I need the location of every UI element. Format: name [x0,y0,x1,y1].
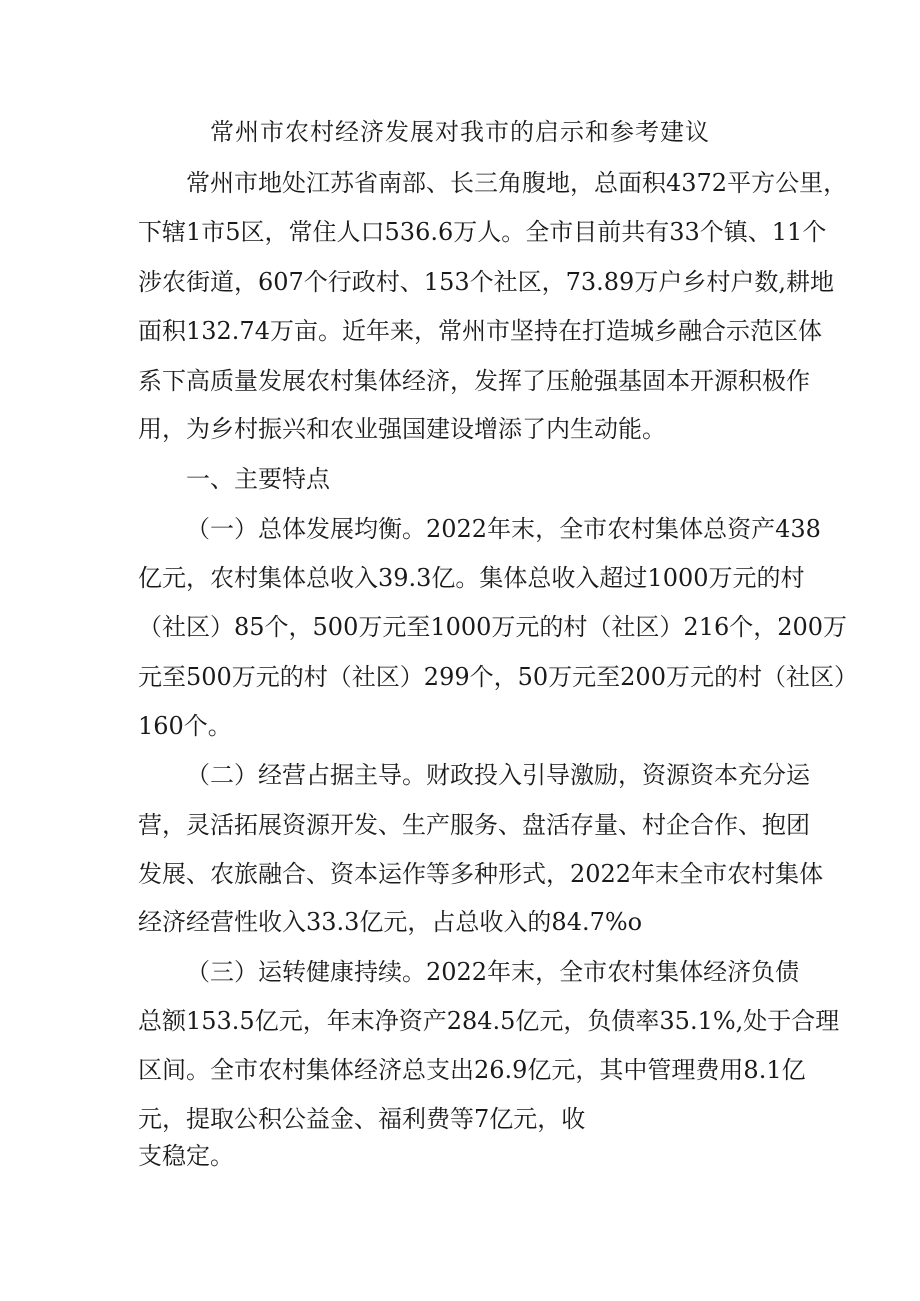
paragraph-line: 涉农街道，607个行政村、153个社区，73.89万户乡村户数,耕地 [138,268,834,296]
paragraph-line: 元至500万元的村（社区）299个，50万元至200万元的村（社区） [138,663,858,691]
paragraph-line: 常州市地处江苏省南部、长三角腹地，总面积4372平方公里， [186,169,848,197]
paragraph-line: （二）经营占据主导。财政投入引导激励，资源资本充分运 [186,761,810,789]
paragraph-line: 下辖1市5区，常住人口536.6万人。全市目前共有33个镇、11个 [138,218,827,246]
paragraph-line: 支稳定。 [138,1142,234,1170]
paragraph-line: 面积132.74万亩。近年来，常州市坚持在打造城乡融合示范区体 [138,317,822,345]
paragraph-line: 总额153.5亿元，年末净资产284.5亿元，负债率35.1%,处于合理 [138,1007,840,1035]
document-title: 常州市农村经济发展对我市的启示和参考建议 [210,118,710,146]
paragraph-line: （三）运转健康持续。2022年末，全市农村集体经济负债 [186,958,800,986]
paragraph-line: 系下高质量发展农村集体经济，发挥了压舱强基固本开源积极作 [138,367,810,395]
paragraph-line: 发展、农旅融合、资本运作等多种形式，2022年末全市农村集体 [138,860,824,888]
paragraph-line: 160个。 [138,712,232,740]
paragraph-line: 经济经营性收入33.3亿元，占总收入的84.7%o [138,908,643,936]
paragraph-line: 元，提取公积公益金、福利费等7亿元，收 [138,1105,586,1133]
paragraph-line: 区间。全市农村集体经济总支出26.9亿元，其中管理费用8.1亿 [138,1056,806,1084]
section-heading: 一、主要特点 [186,465,330,493]
paragraph-line: （一）总体发展均衡。2022年末，全市农村集体总资产438 [186,515,821,543]
paragraph-line: 用，为乡村振兴和农业强国建设增添了内生动能。 [138,415,666,443]
paragraph-line: （社区）85个，500万元至1000万元的村（社区）216个，200万 [138,613,848,641]
paragraph-line: 亿元，农村集体总收入39.3亿。集体总收入超过1000万元的村 [138,564,805,592]
paragraph-line: 营，灵活拓展资源开发、生产服务、盘活存量、村企合作、抱团 [138,811,810,839]
